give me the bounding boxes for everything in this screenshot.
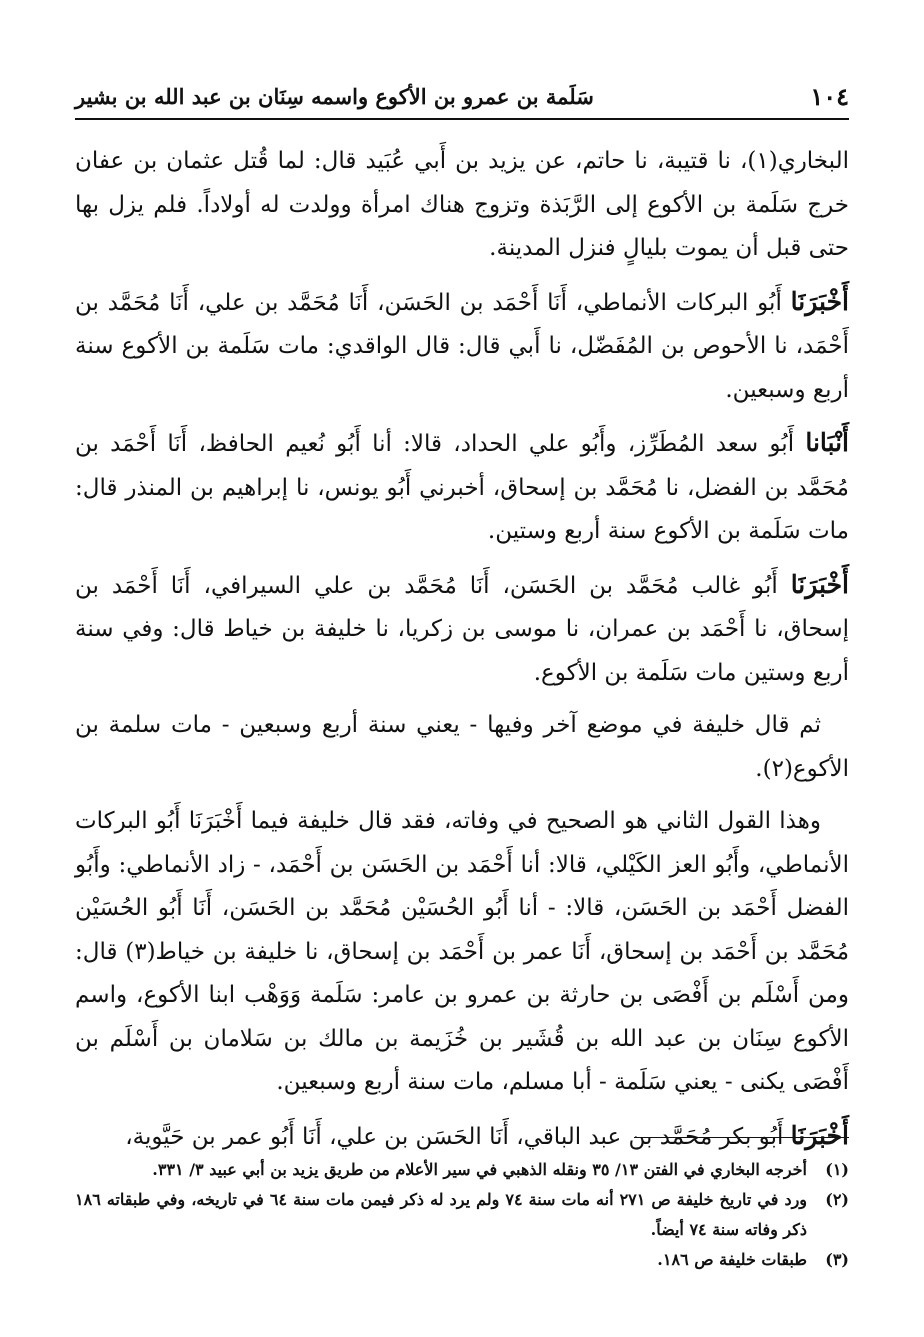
footnote-divider bbox=[634, 1137, 849, 1138]
paragraph bbox=[75, 563, 849, 696]
running-title: سَلَمة بن عمرو بن الأكوع واسمه سِنَان بن عبد الله بن بشير bbox=[75, 84, 594, 109]
paragraph bbox=[75, 421, 849, 554]
paragraph-text: أَبُو سعد المُطَرِّز، وأَبُو علي الحداد، قالا: أنا أَبُو نُعيم الحافظ، أَنَا أَحْمَد بن مُحَمَّد بن الفضل، نا مُحَمَّد بن إسحاق، أخبرني أَبُو يونس، نا إبراهيم بن المنذر قال: مات سَلَمة بن الأكوع سنة أربع وستين. bbox=[75, 431, 849, 544]
paragraph-text: أَبُو غالب مُحَمَّد بن الحَسَن، أَنَا مُحَمَّد بن علي السيرافي، أَنَا أَحْمَد بن إسحاق، نا أَحْمَد بن عمران، نا موسى بن زكريا، نا خليفة بن خياط قال: وفي سنة أربع وستين مات سَلَمة بن الأكوع. bbox=[75, 572, 849, 686]
page-header bbox=[75, 78, 849, 120]
paragraph bbox=[75, 280, 849, 413]
footnote bbox=[75, 1155, 849, 1185]
paragraph bbox=[75, 138, 849, 271]
footnote-number: (١) bbox=[825, 1160, 849, 1179]
paragraph-text: ثم قال خليفة في موضع آخر وفيها - يعني سنة أربع وسبعين - مات سلمة بن الأكوع(٢). bbox=[75, 712, 849, 782]
footnotes bbox=[75, 1155, 849, 1275]
main-text bbox=[75, 138, 849, 1168]
paragraph bbox=[75, 800, 849, 1105]
paragraph-lead: أَخْبَرَنَا bbox=[790, 286, 849, 316]
page-number: ١٠٤ bbox=[810, 82, 849, 111]
footnote-text: طبقات خليفة ص ١٨٦. bbox=[657, 1250, 807, 1269]
footnote-text: ورد في تاريخ خليفة ص ٢٧١ أنه مات سنة ٧٤ ولم يرد له ذكر فيمن مات سنة ٦٤ في تاريخه، وفي طبقاته ١٨٦ ذكر وفاته سنة ٧٤ أيضاً. bbox=[75, 1190, 808, 1239]
paragraph-text: وهذا القول الثاني هو الصحيح في وفاته، فقد قال خليفة فيما أَخْبَرَنَا أَبُو البركات الأنماطي، وأَبُو العز الكَيْلي، قالا: أنا أَحْمَد بن الحَسَن بن أَحْمَد، - زاد الأنماطي: وأَبُو الفضل أَحْمَد بن الحَسَن، قالا: - أنا أَبُو الحُسَيْن مُحَمَّد بن الحَسَن، أَنَا أَبُو الحُسَيْن مُحَمَّد بن أَحْمَد بن إسحاق، أَنَا عمر بن أَحْمَد بن إسحاق، نا خليفة بن خياط(٣) قال: ومن أَسْلَم بن أَفْصَى بن حارثة بن عمرو بن عامر: سَلَمة وَوَهْب ابنا الأكوع، واسم الأكوع سِنَان بن عبد الله بن قُشَير بن خُزَيمة بن مالك بن سَلامان بن أَسْلَم بن أَفْصَى يكنى - يعني سَلَمة - أبا مسلم، مات سنة أربع وسبعين. bbox=[75, 808, 850, 1095]
paragraph-text: أَبُو بكر مُحَمَّد بن عبد الباقي، أَنَا الحَسَن بن علي، أَنَا أَبُو عمر بن حَيَّوية، bbox=[125, 1123, 784, 1150]
footnote bbox=[75, 1245, 849, 1275]
paragraph-text: البخاري(١)، نا قتيبة، نا حاتم، عن يزيد بن أَبي عُبَيد قال: لما قُتل عثمان بن عفان خرج سَلَمة بن الأكوع إلى الرَّبَذة وتزوج هناك امرأة وولدت له أولاداً. فلم يزل بها حتى قبل أن يموت بليالٍ فنزل المدينة. bbox=[75, 148, 849, 261]
footnote bbox=[75, 1185, 849, 1245]
paragraph-lead: أَخْبَرَنَا bbox=[790, 569, 850, 599]
paragraph-lead: أَنْبَانا bbox=[805, 428, 849, 457]
paragraph-lead: أَخْبَرَنَا bbox=[790, 1120, 849, 1150]
paragraph-text: أَبُو البركات الأنماطي، أَنَا أَحْمَد بن الحَسَن، أَنَا مُحَمَّد بن علي، أَنَا مُحَمَّد بن أَحْمَد، نا الأحوص بن المُفَضّل، نا أَبي قال: قال الواقدي: مات سَلَمة بن الأكوع سنة أربع وسبعين. bbox=[75, 289, 849, 403]
paragraph bbox=[75, 704, 849, 791]
footnote-number: (٢) bbox=[825, 1190, 849, 1209]
footnote-number: (٣) bbox=[825, 1250, 849, 1269]
footnote-text: أخرجه البخاري في الفتن ١٣/ ٣٥ ونقله الذهبي في سير الأعلام من طريق يزيد بن أبي عبيد ٣/ ٣٣١. bbox=[152, 1160, 807, 1179]
